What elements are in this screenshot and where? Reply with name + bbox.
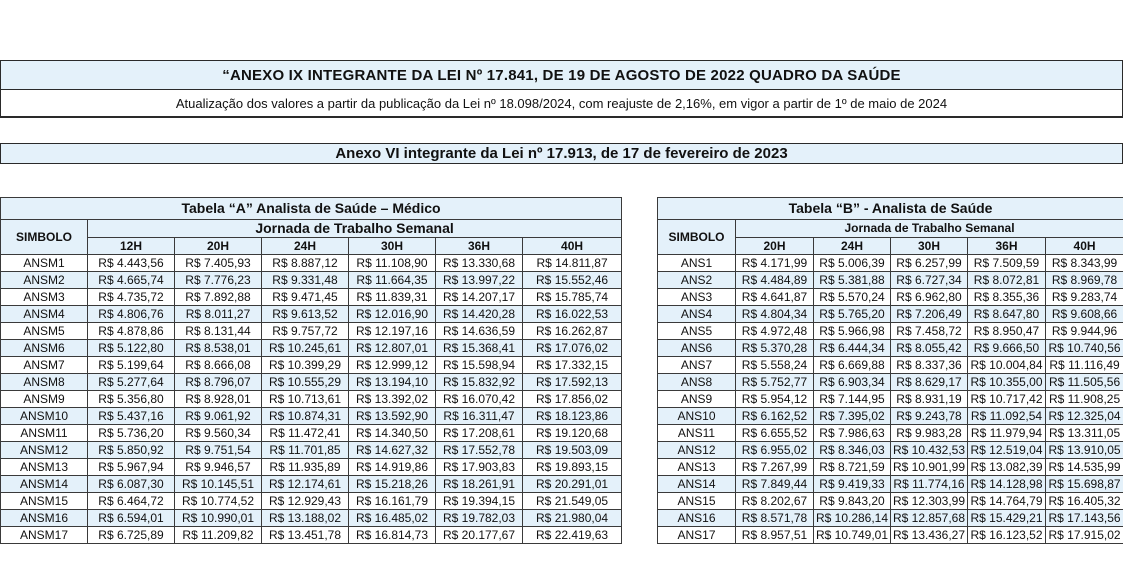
- salary-cell: R$ 15.429,21: [968, 510, 1046, 527]
- salary-cell: R$ 17.076,02: [523, 340, 622, 357]
- salary-cell: R$ 9.613,52: [262, 306, 349, 323]
- symbol-cell: ANSM6: [1, 340, 88, 357]
- salary-cell: R$ 16.161,79: [349, 493, 436, 510]
- salary-cell: R$ 15.368,41: [436, 340, 523, 357]
- law-header-box: [0, 60, 1123, 118]
- salary-cell: R$ 15.598,94: [436, 357, 523, 374]
- salary-cell: R$ 17.856,02: [523, 391, 622, 408]
- salary-cell: R$ 12.807,01: [349, 340, 436, 357]
- table-row: [658, 340, 1123, 357]
- salary-cell: R$ 10.713,61: [262, 391, 349, 408]
- symbol-cell: ANSM10: [1, 408, 88, 425]
- symbol-cell: ANS14: [658, 476, 736, 493]
- salary-cell: R$ 14.636,59: [436, 323, 523, 340]
- salary-cell: R$ 21.549,05: [523, 493, 622, 510]
- symbol-cell: ANSM15: [1, 493, 88, 510]
- table-a-body: [1, 255, 622, 544]
- table-row: [1, 357, 622, 374]
- table-b: [657, 197, 1123, 544]
- salary-cell: R$ 11.092,54: [968, 408, 1046, 425]
- table-row: [1, 476, 622, 493]
- salary-cell: R$ 11.979,94: [968, 425, 1046, 442]
- symbol-cell: ANSM2: [1, 272, 88, 289]
- salary-cell: R$ 9.757,72: [262, 323, 349, 340]
- column-header-36h: 36H: [436, 238, 523, 255]
- salary-cell: R$ 10.874,31: [262, 408, 349, 425]
- salary-cell: R$ 6.162,52: [736, 408, 814, 425]
- salary-cell: R$ 5.752,77: [736, 374, 814, 391]
- salary-cell: R$ 17.592,13: [523, 374, 622, 391]
- salary-cell: R$ 13.194,10: [349, 374, 436, 391]
- salary-cell: R$ 9.946,57: [175, 459, 262, 476]
- symbol-cell: ANSM4: [1, 306, 88, 323]
- table-row: [658, 527, 1123, 544]
- salary-cell: R$ 17.915,02: [1046, 527, 1123, 544]
- salary-cell: R$ 21.980,04: [523, 510, 622, 527]
- table-a-caption: Tabela “A” Analista de Saúde – Médico: [1, 198, 622, 220]
- salary-cell: R$ 4.171,99: [736, 255, 814, 272]
- salary-cell: R$ 13.997,22: [436, 272, 523, 289]
- salary-cell: R$ 11.839,31: [349, 289, 436, 306]
- salary-cell: R$ 13.082,39: [968, 459, 1046, 476]
- salary-cell: R$ 5.356,80: [88, 391, 175, 408]
- salary-cell: R$ 10.286,14: [814, 510, 891, 527]
- salary-cell: R$ 6.955,02: [736, 442, 814, 459]
- salary-cell: R$ 10.774,52: [175, 493, 262, 510]
- salary-cell: R$ 14.919,86: [349, 459, 436, 476]
- column-header-20h: 20H: [736, 238, 814, 255]
- table-row: [1, 255, 622, 272]
- salary-cell: R$ 14.535,99: [1046, 459, 1123, 476]
- salary-cell: R$ 8.538,01: [175, 340, 262, 357]
- symbol-cell: ANS8: [658, 374, 736, 391]
- salary-cell: R$ 11.774,16: [891, 476, 968, 493]
- salary-cell: R$ 7.458,72: [891, 323, 968, 340]
- salary-cell: R$ 12.519,04: [968, 442, 1046, 459]
- salary-cell: R$ 16.022,53: [523, 306, 622, 323]
- salary-cell: R$ 7.267,99: [736, 459, 814, 476]
- symbol-cell: ANS17: [658, 527, 736, 544]
- salary-cell: R$ 8.931,19: [891, 391, 968, 408]
- salary-cell: R$ 11.209,82: [175, 527, 262, 544]
- salary-cell: R$ 5.122,80: [88, 340, 175, 357]
- table-row: [658, 391, 1123, 408]
- salary-cell: R$ 5.006,39: [814, 255, 891, 272]
- column-header-20h: 20H: [175, 238, 262, 255]
- salary-cell: R$ 5.736,20: [88, 425, 175, 442]
- salary-cell: R$ 18.261,91: [436, 476, 523, 493]
- salary-cell: R$ 12.929,43: [262, 493, 349, 510]
- salary-cell: R$ 7.144,95: [814, 391, 891, 408]
- symbol-cell: ANS6: [658, 340, 736, 357]
- salary-cell: R$ 16.485,02: [349, 510, 436, 527]
- salary-cell: R$ 7.849,44: [736, 476, 814, 493]
- salary-cell: R$ 8.011,27: [175, 306, 262, 323]
- salary-cell: R$ 4.804,34: [736, 306, 814, 323]
- salary-cell: R$ 9.471,45: [262, 289, 349, 306]
- salary-cell: R$ 15.832,92: [436, 374, 523, 391]
- salary-cell: R$ 4.806,76: [88, 306, 175, 323]
- salary-cell: R$ 15.218,26: [349, 476, 436, 493]
- table-row: [658, 425, 1123, 442]
- table-row: [658, 255, 1123, 272]
- salary-cell: R$ 6.594,01: [88, 510, 175, 527]
- salary-cell: R$ 10.355,00: [968, 374, 1046, 391]
- table-row: [658, 493, 1123, 510]
- symbol-cell: ANS5: [658, 323, 736, 340]
- salary-cell: R$ 12.303,99: [891, 493, 968, 510]
- salary-cell: R$ 8.950,47: [968, 323, 1046, 340]
- salary-cell: R$ 7.206,49: [891, 306, 968, 323]
- salary-cell: R$ 15.785,74: [523, 289, 622, 306]
- column-header-36h: 36H: [968, 238, 1046, 255]
- salary-cell: R$ 18.123,86: [523, 408, 622, 425]
- symbol-cell: ANS7: [658, 357, 736, 374]
- salary-cell: R$ 8.887,12: [262, 255, 349, 272]
- salary-cell: R$ 20.291,01: [523, 476, 622, 493]
- table-b-group-header: Jornada de Trabalho Semanal: [736, 220, 1123, 238]
- table-row: [1, 289, 622, 306]
- salary-cell: R$ 12.197,16: [349, 323, 436, 340]
- salary-cell: R$ 10.990,01: [175, 510, 262, 527]
- salary-cell: R$ 12.325,04: [1046, 408, 1123, 425]
- symbol-cell: ANSM13: [1, 459, 88, 476]
- salary-cell: R$ 13.392,02: [349, 391, 436, 408]
- salary-cell: R$ 5.765,20: [814, 306, 891, 323]
- salary-cell: R$ 10.145,51: [175, 476, 262, 493]
- table-row: [1, 408, 622, 425]
- symbol-cell: ANS4: [658, 306, 736, 323]
- salary-cell: R$ 13.330,68: [436, 255, 523, 272]
- salary-cell: R$ 20.177,67: [436, 527, 523, 544]
- salary-cell: R$ 17.332,15: [523, 357, 622, 374]
- table-row: [658, 272, 1123, 289]
- salary-cell: R$ 22.419,63: [523, 527, 622, 544]
- salary-cell: R$ 4.641,87: [736, 289, 814, 306]
- salary-cell: R$ 6.655,52: [736, 425, 814, 442]
- table-row: [1, 510, 622, 527]
- salary-cell: R$ 10.740,56: [1046, 340, 1123, 357]
- table-row: [658, 357, 1123, 374]
- salary-cell: R$ 5.437,16: [88, 408, 175, 425]
- salary-cell: R$ 19.893,15: [523, 459, 622, 476]
- salary-cell: R$ 5.277,64: [88, 374, 175, 391]
- table-b-body: [658, 255, 1123, 544]
- salary-cell: R$ 11.664,35: [349, 272, 436, 289]
- table-row: [1, 323, 622, 340]
- symbol-cell: ANS3: [658, 289, 736, 306]
- salary-cell: R$ 14.627,32: [349, 442, 436, 459]
- salary-cell: R$ 9.560,34: [175, 425, 262, 442]
- salary-cell: R$ 10.901,99: [891, 459, 968, 476]
- salary-cell: R$ 9.751,54: [175, 442, 262, 459]
- salary-cell: R$ 16.405,32: [1046, 493, 1123, 510]
- salary-cell: R$ 16.311,47: [436, 408, 523, 425]
- table-row: [1, 527, 622, 544]
- symbol-cell: ANSM9: [1, 391, 88, 408]
- salary-cell: R$ 16.070,42: [436, 391, 523, 408]
- salary-cell: R$ 9.666,50: [968, 340, 1046, 357]
- salary-cell: R$ 7.776,23: [175, 272, 262, 289]
- symbol-cell: ANSM11: [1, 425, 88, 442]
- table-row: [1, 306, 622, 323]
- salary-cell: R$ 11.908,25: [1046, 391, 1123, 408]
- salary-cell: R$ 10.555,29: [262, 374, 349, 391]
- table-row: [1, 272, 622, 289]
- salary-cell: R$ 16.262,87: [523, 323, 622, 340]
- table-row: [658, 323, 1123, 340]
- salary-cell: R$ 8.928,01: [175, 391, 262, 408]
- salary-cell: R$ 6.727,34: [891, 272, 968, 289]
- salary-cell: R$ 14.340,50: [349, 425, 436, 442]
- salary-cell: R$ 7.892,88: [175, 289, 262, 306]
- salary-cell: R$ 11.116,49: [1046, 357, 1123, 374]
- salary-cell: R$ 10.004,84: [968, 357, 1046, 374]
- table-row: [1, 493, 622, 510]
- salary-cell: R$ 13.436,27: [891, 527, 968, 544]
- table-row: [1, 391, 622, 408]
- salary-cell: R$ 6.257,99: [891, 255, 968, 272]
- salary-cell: R$ 13.592,90: [349, 408, 436, 425]
- salary-cell: R$ 15.698,87: [1046, 476, 1123, 493]
- table-row: [1, 340, 622, 357]
- salary-cell: R$ 10.749,01: [814, 527, 891, 544]
- salary-cell: R$ 17.903,83: [436, 459, 523, 476]
- table-row: [658, 459, 1123, 476]
- salary-cell: R$ 10.399,29: [262, 357, 349, 374]
- table-row: [658, 306, 1123, 323]
- salary-cell: R$ 9.944,96: [1046, 323, 1123, 340]
- salary-cell: R$ 6.464,72: [88, 493, 175, 510]
- table-row: [658, 374, 1123, 391]
- salary-cell: R$ 5.381,88: [814, 272, 891, 289]
- salary-cell: R$ 8.355,36: [968, 289, 1046, 306]
- column-header-30h: 30H: [349, 238, 436, 255]
- salary-cell: R$ 14.420,28: [436, 306, 523, 323]
- salary-cell: R$ 14.128,98: [968, 476, 1046, 493]
- salary-cell: R$ 6.725,89: [88, 527, 175, 544]
- salary-cell: R$ 10.432,53: [891, 442, 968, 459]
- law-update-note: Atualização dos valores a partir da publicação da Lei nº 18.098/2024, com reajuste de 2,16%, em vigor a partir de 1º de maio de 2024: [175, 96, 948, 111]
- symbol-cell: ANS9: [658, 391, 736, 408]
- salary-cell: R$ 19.782,03: [436, 510, 523, 527]
- salary-cell: R$ 11.935,89: [262, 459, 349, 476]
- salary-cell: R$ 8.072,81: [968, 272, 1046, 289]
- salary-cell: R$ 4.484,89: [736, 272, 814, 289]
- salary-cell: R$ 17.552,78: [436, 442, 523, 459]
- salary-cell: R$ 12.857,68: [891, 510, 968, 527]
- salary-cell: R$ 8.131,44: [175, 323, 262, 340]
- salary-cell: R$ 13.311,05: [1046, 425, 1123, 442]
- symbol-cell: ANSM16: [1, 510, 88, 527]
- salary-cell: R$ 11.108,90: [349, 255, 436, 272]
- symbol-cell: ANSM3: [1, 289, 88, 306]
- salary-cell: R$ 6.669,88: [814, 357, 891, 374]
- salary-cell: R$ 9.983,28: [891, 425, 968, 442]
- salary-cell: R$ 13.910,05: [1046, 442, 1123, 459]
- salary-cell: R$ 5.370,28: [736, 340, 814, 357]
- symbol-cell: ANSM7: [1, 357, 88, 374]
- column-header-12h: 12H: [88, 238, 175, 255]
- salary-cell: R$ 5.570,24: [814, 289, 891, 306]
- table-row: [1, 425, 622, 442]
- salary-cell: R$ 5.850,92: [88, 442, 175, 459]
- symbol-cell: ANS13: [658, 459, 736, 476]
- salary-cell: R$ 12.174,61: [262, 476, 349, 493]
- symbol-cell: ANSM12: [1, 442, 88, 459]
- salary-cell: R$ 9.608,66: [1046, 306, 1123, 323]
- salary-cell: R$ 7.986,63: [814, 425, 891, 442]
- salary-cell: R$ 7.395,02: [814, 408, 891, 425]
- salary-cell: R$ 15.552,46: [523, 272, 622, 289]
- symbol-cell: ANSM17: [1, 527, 88, 544]
- salary-cell: R$ 5.558,24: [736, 357, 814, 374]
- symbol-cell: ANSM5: [1, 323, 88, 340]
- column-header-40h: 40H: [523, 238, 622, 255]
- salary-cell: R$ 4.665,74: [88, 272, 175, 289]
- salary-cell: R$ 14.207,17: [436, 289, 523, 306]
- salary-cell: R$ 8.666,08: [175, 357, 262, 374]
- salary-cell: R$ 4.972,48: [736, 323, 814, 340]
- salary-cell: R$ 14.764,79: [968, 493, 1046, 510]
- salary-cell: R$ 12.016,90: [349, 306, 436, 323]
- table-row: [1, 459, 622, 476]
- column-header-40h: 40H: [1046, 238, 1123, 255]
- salary-cell: R$ 8.969,78: [1046, 272, 1123, 289]
- table-b-caption: Tabela “B” - Analista de Saúde: [658, 198, 1123, 220]
- salary-cell: R$ 7.405,93: [175, 255, 262, 272]
- symbol-cell: ANS12: [658, 442, 736, 459]
- salary-cell: R$ 4.735,72: [88, 289, 175, 306]
- table-row: [658, 442, 1123, 459]
- column-header-30h: 30H: [891, 238, 968, 255]
- table-a-symbol-header: SIMBOLO: [1, 220, 88, 255]
- symbol-cell: ANS16: [658, 510, 736, 527]
- salary-cell: R$ 11.472,41: [262, 425, 349, 442]
- salary-cell: R$ 9.061,92: [175, 408, 262, 425]
- table-row: [1, 374, 622, 391]
- salary-cell: R$ 17.208,61: [436, 425, 523, 442]
- salary-cell: R$ 11.505,56: [1046, 374, 1123, 391]
- salary-cell: R$ 9.331,48: [262, 272, 349, 289]
- salary-cell: R$ 8.957,51: [736, 527, 814, 544]
- salary-cell: R$ 8.055,42: [891, 340, 968, 357]
- salary-cell: R$ 8.629,17: [891, 374, 968, 391]
- salary-cell: R$ 9.419,33: [814, 476, 891, 493]
- symbol-cell: ANSM8: [1, 374, 88, 391]
- salary-cell: R$ 8.721,59: [814, 459, 891, 476]
- table-row: [658, 289, 1123, 306]
- symbol-cell: ANS1: [658, 255, 736, 272]
- salary-cell: R$ 8.647,80: [968, 306, 1046, 323]
- salary-cell: R$ 8.571,78: [736, 510, 814, 527]
- salary-cell: R$ 9.243,78: [891, 408, 968, 425]
- salary-cell: R$ 9.843,20: [814, 493, 891, 510]
- salary-cell: R$ 16.814,73: [349, 527, 436, 544]
- table-row: [658, 476, 1123, 493]
- salary-cell: R$ 5.199,64: [88, 357, 175, 374]
- salary-cell: R$ 6.962,80: [891, 289, 968, 306]
- salary-cell: R$ 8.343,99: [1046, 255, 1123, 272]
- salary-cell: R$ 16.123,52: [968, 527, 1046, 544]
- column-header-24h: 24H: [814, 238, 891, 255]
- salary-cell: R$ 19.503,09: [523, 442, 622, 459]
- symbol-cell: ANS2: [658, 272, 736, 289]
- symbol-cell: ANS10: [658, 408, 736, 425]
- table-row: [658, 408, 1123, 425]
- table-row: [1, 442, 622, 459]
- salary-cell: R$ 8.346,03: [814, 442, 891, 459]
- salary-cell: R$ 7.509,59: [968, 255, 1046, 272]
- salary-cell: R$ 5.954,12: [736, 391, 814, 408]
- symbol-cell: ANS15: [658, 493, 736, 510]
- symbol-cell: ANSM14: [1, 476, 88, 493]
- salary-cell: R$ 8.337,36: [891, 357, 968, 374]
- salary-cell: R$ 4.443,56: [88, 255, 175, 272]
- salary-cell: R$ 6.444,34: [814, 340, 891, 357]
- salary-cell: R$ 13.451,78: [262, 527, 349, 544]
- salary-cell: R$ 9.283,74: [1046, 289, 1123, 306]
- salary-cell: R$ 5.967,94: [88, 459, 175, 476]
- salary-cell: R$ 8.202,67: [736, 493, 814, 510]
- salary-cell: R$ 14.811,87: [523, 255, 622, 272]
- salary-cell: R$ 19.394,15: [436, 493, 523, 510]
- law-title: “ANEXO IX INTEGRANTE DA LEI Nº 17.841, DE 19 DE AGOSTO DE 2022 QUADRO DA SAÚDE: [1, 61, 1122, 90]
- salary-cell: R$ 5.966,98: [814, 323, 891, 340]
- annex-title: Anexo VI integrante da Lei nº 17.913, de 17 de fevereiro de 2023: [0, 143, 1123, 164]
- table-a: [0, 197, 622, 544]
- salary-cell: R$ 10.717,42: [968, 391, 1046, 408]
- salary-cell: R$ 11.701,85: [262, 442, 349, 459]
- salary-cell: R$ 13.188,02: [262, 510, 349, 527]
- symbol-cell: ANS11: [658, 425, 736, 442]
- table-a-group-header: Jornada de Trabalho Semanal: [88, 220, 622, 238]
- salary-cell: R$ 6.087,30: [88, 476, 175, 493]
- column-header-24h: 24H: [262, 238, 349, 255]
- salary-cell: R$ 17.143,56: [1046, 510, 1123, 527]
- salary-cell: R$ 19.120,68: [523, 425, 622, 442]
- salary-cell: R$ 12.999,12: [349, 357, 436, 374]
- symbol-cell: ANSM1: [1, 255, 88, 272]
- salary-cell: R$ 6.903,34: [814, 374, 891, 391]
- salary-cell: R$ 10.245,61: [262, 340, 349, 357]
- table-row: [658, 510, 1123, 527]
- salary-cell: R$ 8.796,07: [175, 374, 262, 391]
- salary-cell: R$ 4.878,86: [88, 323, 175, 340]
- table-b-symbol-header: SIMBOLO: [658, 220, 736, 255]
- table-a-column-headers: [1, 238, 622, 255]
